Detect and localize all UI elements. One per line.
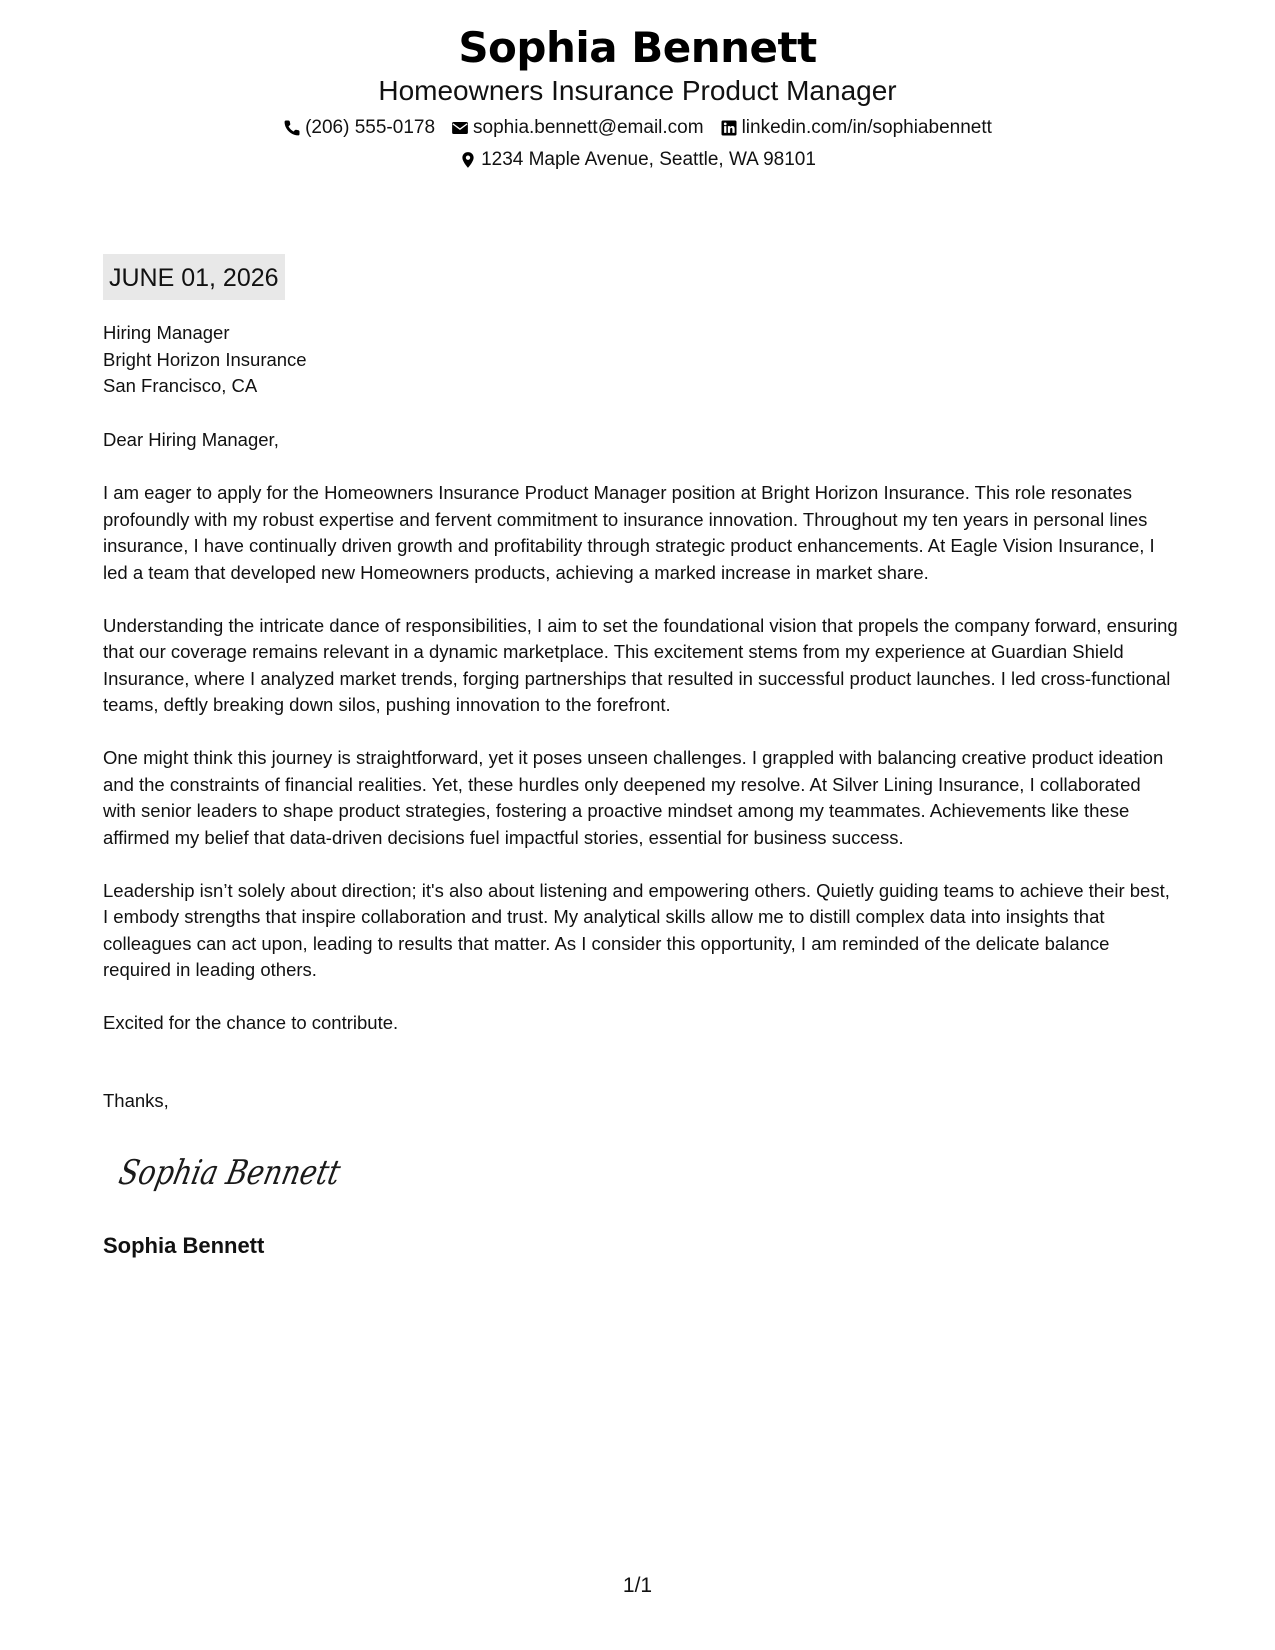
signer-name: Sophia Bennett	[103, 1233, 265, 1258]
address-row	[0, 148, 1275, 172]
handwritten-signature	[115, 1148, 390, 1198]
map-pin-icon	[459, 151, 477, 169]
recipient-title: Hiring Manager	[103, 322, 230, 343]
contact-phone[interactable]	[283, 116, 435, 140]
closing-line: Thanks,	[103, 1090, 169, 1111]
letter-header	[0, 20, 1275, 172]
body-paragraph: I am eager to apply for the Homeowners Insurance Product Manager position at Bright Horizon Insurance. This role resonates profoundly with my robust expertise and fervent commitment to insurance innovation. Throughout my ten years in personal lines insurance, I have continually driven growth and profitability through strategic product enhancements. At Eagle Vision Insurance, I led a team that developed new Homeowners products, achieving a marked increase in market share.	[103, 482, 1155, 583]
address-text: 1234 Maple Avenue, Seattle, WA 98101	[481, 149, 816, 170]
body-paragraph: Excited for the chance to contribute.	[103, 1012, 399, 1033]
contact-linkedin[interactable]	[720, 116, 992, 140]
phone-icon	[283, 119, 301, 137]
job-title: Homeowners Insurance Product Manager	[378, 75, 897, 106]
envelope-icon	[451, 119, 469, 137]
contact-address	[459, 148, 816, 172]
email-address: sophia.bennett@email.com	[473, 117, 704, 138]
body-paragraph: One might think this journey is straightforward, yet it poses unseen challenges. I grappled with balancing creative product ideation and the constraints of financial realities. Yet, these hurdles only deepened my resolve. At Silver Lining Insurance, I collaborated with senior leaders to shape product strategies, fostering a proactive mindset among my teammates. Achievements like these affirmed my belief that data-driven decisions fuel impactful stories, essential for business success.	[103, 747, 1164, 848]
letter-body	[103, 427, 1178, 1063]
body-paragraph: Understanding the intricate dance of responsibilities, I aim to set the foundational vision that propels the company forward, ensuring that our coverage remains relevant in a dynamic marketplace. This excitement stems from my experience at Guardian Shield Insurance, where I analyzed market trends, forging partnerships that resulted in successful product launches. I led cross-functional teams, deftly breaking down silos, pushing innovation to the forefront.	[103, 614, 1178, 715]
recipient-company: Bright Horizon Insurance	[103, 348, 307, 370]
salutation: Dear Hiring Manager,	[103, 429, 279, 450]
recipient-location: San Francisco, CA	[103, 375, 258, 396]
phone-number: (206) 555-0178	[305, 117, 436, 138]
signature-script: Sophia Bennett	[115, 1153, 390, 1193]
linkedin-url: linkedin.com/in/sophiabennett	[741, 117, 992, 138]
contact-email[interactable]	[451, 116, 704, 140]
contact-row	[0, 116, 1275, 140]
applicant-name: Sophia Bennett	[458, 23, 817, 72]
body-paragraph: Leadership isn’t solely about direction; it's also about listening and empowering others. Quietly guiding teams to achieve their best, I embody strengths that inspire collaboration and trust. My analytical skills allow me to distill complex data into insights that colleagues can act upon, leading to results that matter. As I consider this opportunity, I am reminded of the delicate balance required in leading others.	[103, 879, 1170, 980]
page-number: 1/1	[622, 1574, 653, 1597]
recipient-block	[103, 320, 307, 400]
linkedin-icon	[720, 119, 738, 137]
letter-date: JUNE 01, 2026	[103, 254, 285, 300]
